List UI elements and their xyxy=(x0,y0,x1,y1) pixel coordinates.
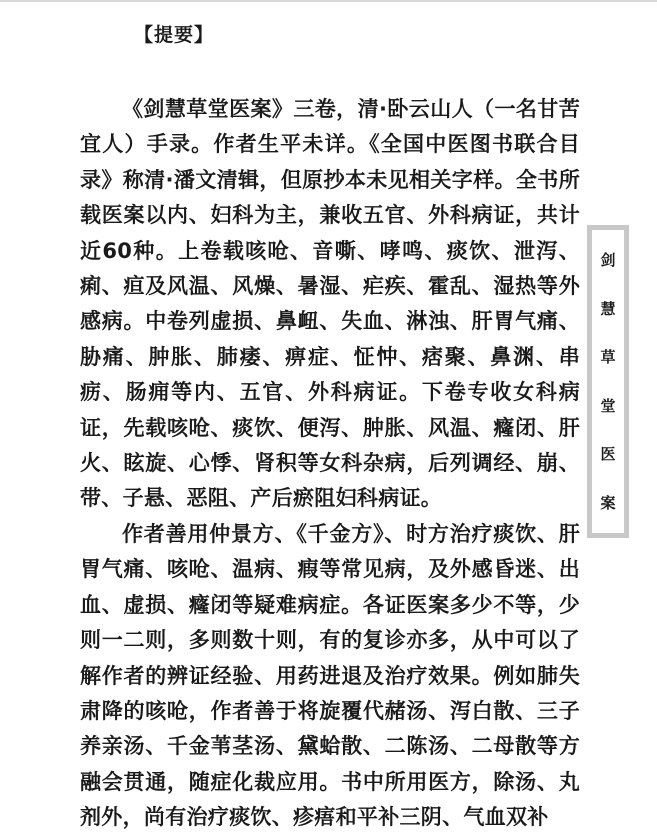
side-tab-char: 案 xyxy=(600,493,616,512)
paragraph-1: 《剑慧草堂医案》三卷，清·卧云山人（一名甘苦宜人）手录。作者生平未详。《全国中医图书联合目录》称清·潘文清辑，但原抄本未见相关字样。全书所载医案以内、妇科为主，兼收五官、外科病证，共计近60种。上卷载咳呛、音嘶、哮鸣、痰饮、泄泻、痢、疸及风温、风燥、暑湿、疟疾、霍乱、湿热等外感病。中卷列虚损、鼻衄、失血、淋浊、肝胃气痛、胁痛、肿胀、肺痿、痹症、怔忡、痞聚、鼻渊、串疬、肠痈等内、五官、外科病证。下卷专收女科病证，先载咳呛、痰饮、便泻、肿胀、风温、癃闭、肝火、眩旋、心悸、肾积等女科杂病，后列调经、崩、带、子悬、恶阻、产后瘀阻妇科病证。 xyxy=(80,97,580,511)
side-tab-char: 慧 xyxy=(600,299,616,318)
section-heading: 【提要】 xyxy=(134,24,215,46)
paragraph-2: 作者善用仲景方、《千金方》、时方治疗痰饮、肝胃气痛、咳呛、温病、瘕等常见病，及外感昏迷、出血、虚损、癃闭等疑难病症。各证医案多少不等，少则一二则，多则数十则，有的复诊亦多，从中可以了解作者的辨证经验、用药进退及治疗效果。例如肺失肃降的咳呛，作者善于将旋覆代赭汤、泻白散、三子养亲汤、千金苇茎汤、黛蛤散、二陈汤、二母散等方融会贯通，随症化裁应用。书中所用医方，除汤、丸剂外，尚有治疗痰饮、疹痦和平补三阴、气血双补 xyxy=(80,521,580,830)
top-divider xyxy=(0,0,657,2)
side-tab-char: 剑 xyxy=(600,251,616,270)
body-text xyxy=(80,92,580,836)
book-title-side-tab xyxy=(587,225,629,538)
side-tab-char: 医 xyxy=(600,445,616,464)
side-tab-char: 堂 xyxy=(600,396,616,415)
side-tab-char: 草 xyxy=(600,348,616,367)
